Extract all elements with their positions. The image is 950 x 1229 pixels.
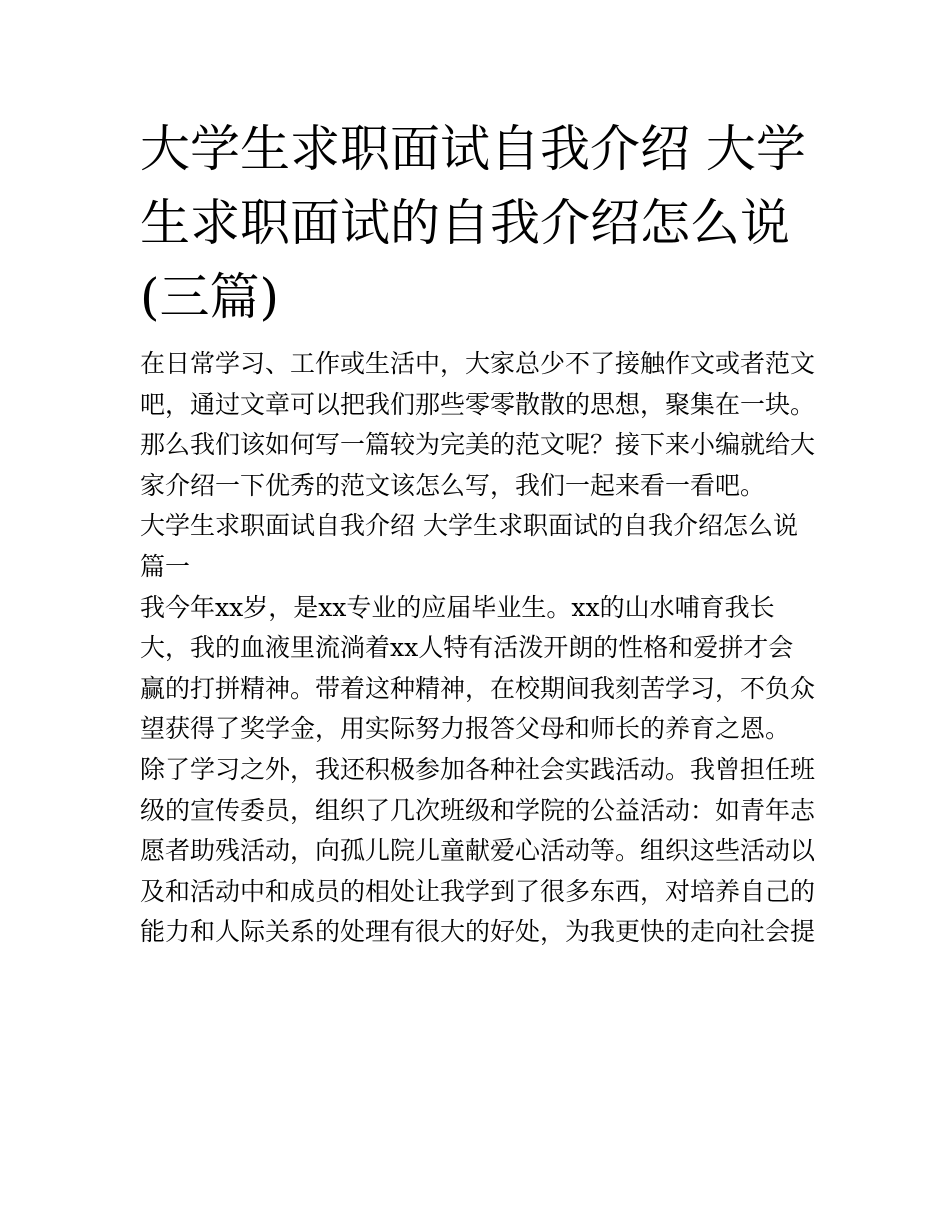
title-line: 生求职面试的自我介绍怎么说 <box>140 194 790 252</box>
title-line: 大学生求职面试自我介绍 大学 <box>140 120 806 178</box>
body-line: 在日常学习、工作或生活中，大家总少不了接触作文或者范文 <box>140 349 816 378</box>
body-line: 及和活动中和成员的相处让我学到了很多东西，对培养自己的 <box>140 876 816 906</box>
body-line: 愿者助残活动，向孤儿院儿童献爱心活动等。组织这些活动以 <box>140 836 816 866</box>
section-heading-line: 篇一 <box>140 551 191 581</box>
title-line: (三篇) <box>140 268 280 326</box>
body-line: 吧，通过文章可以把我们那些零零散散的思想，聚集在一块。 <box>140 389 816 419</box>
body-line: 除了学习之外，我还积极参加各种社会实践活动。我曾担任班 <box>140 754 816 784</box>
body-line: 大，我的血液里流淌着xx人特有活泼开朗的性格和爱拼才会 <box>140 633 794 663</box>
body-line: 能力和人际关系的处理有很大的好处，为我更快的走向社会提 <box>140 917 816 947</box>
document-content <box>140 112 820 953</box>
document-title <box>140 112 820 334</box>
document-body <box>140 344 820 953</box>
body-line: 家介绍一下优秀的范文该怎么写，我们一起来看一看吧。 <box>140 470 766 500</box>
body-line: 我今年xx岁，是xx专业的应届毕业生。xx的山水哺育我长 <box>140 592 775 622</box>
section-heading-line: 大学生求职面试自我介绍 大学生求职面试的自我介绍怎么说 <box>140 511 798 541</box>
body-line: 那么我们该如何写一篇较为完美的范文呢？接下来小编就给大 <box>140 430 816 460</box>
body-line: 级的宣传委员，组织了几次班级和学院的公益活动：如青年志 <box>140 795 816 825</box>
body-line: 望获得了奖学金，用实际努力报答父母和师长的养育之恩。 <box>140 714 791 744</box>
body-line: 赢的打拼精神。带着这种精神，在校期间我刻苦学习，不负众 <box>140 673 816 703</box>
